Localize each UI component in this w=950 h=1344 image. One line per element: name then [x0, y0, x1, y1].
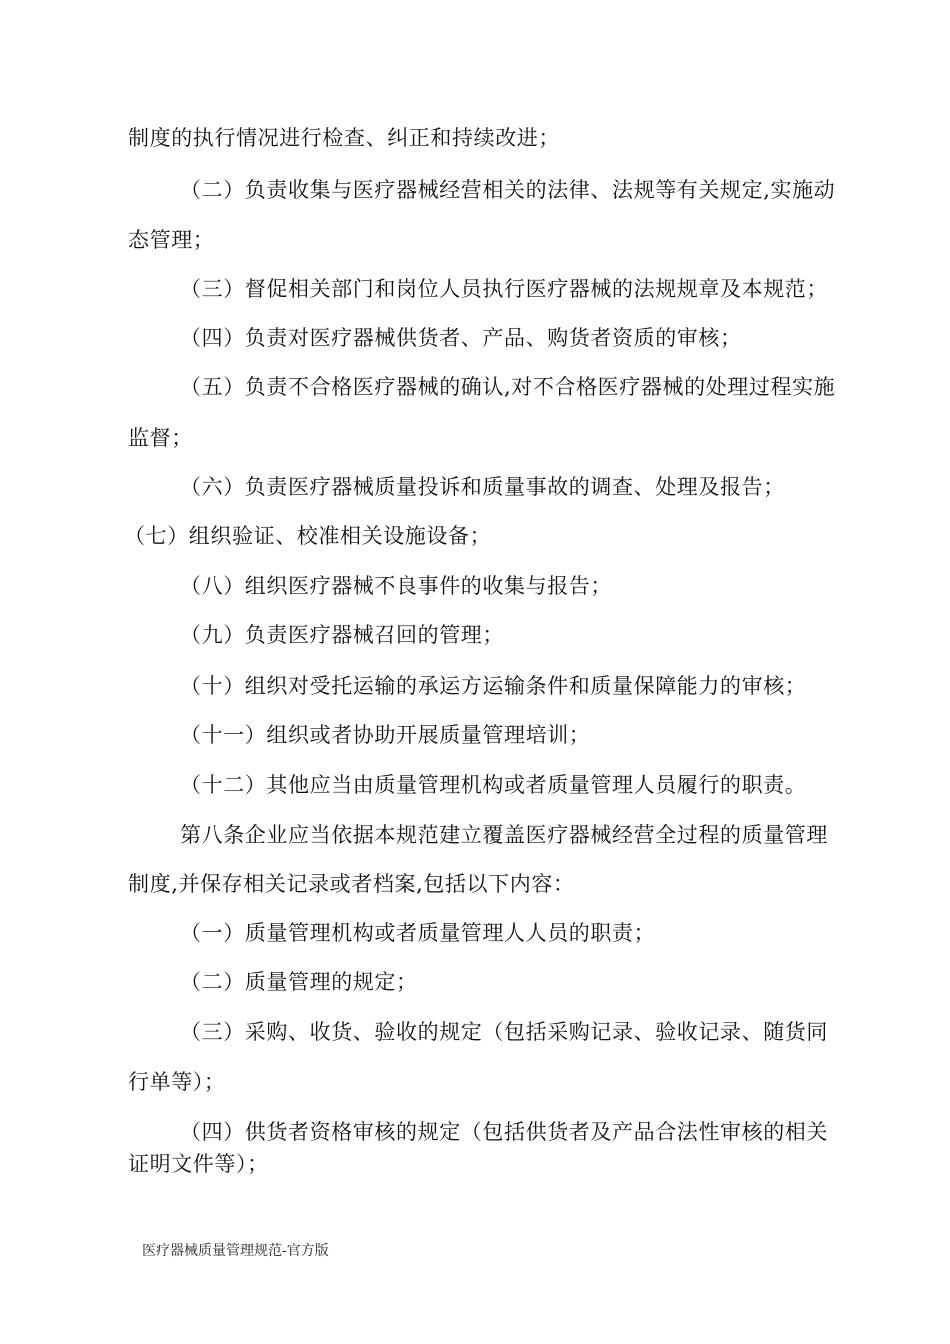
paragraph-line: （九）负责医疗器械召回的管理； — [180, 623, 504, 647]
paragraph-line: 监督； — [128, 426, 193, 450]
page-footer: 医疗器械质量管理规范-官方版 — [142, 1243, 329, 1259]
paragraph-line: 态管理； — [128, 228, 215, 252]
paragraph-line: （三）督促相关部门和岗位人员执行医疗器械的法规规章及本规范； — [180, 277, 828, 301]
paragraph-line: （二）质量管理的规定； — [180, 970, 418, 994]
paragraph-line: （八）组织医疗器械不良事件的收集与报告； — [180, 574, 612, 598]
paragraph-line: （十）组织对受托运输的承运方运输条件和质量保障能力的审核； — [180, 674, 807, 698]
paragraph-line: （四）供货者资格审核的规定（包括供货者及产品合法性审核的相关 — [180, 1120, 828, 1144]
paragraph-line: 证明文件等）； — [128, 1152, 269, 1176]
paragraph-line: （十一）组织或者协助开展质量管理培训； — [180, 723, 591, 747]
paragraph-line: 制度的执行情况进行检查、纠正和持续改进； — [128, 126, 560, 150]
paragraph-line: （七）组织验证、校准相关设施设备； — [124, 524, 492, 548]
paragraph-line: （四）负责对医疗器械供货者、产品、购货者资质的审核； — [180, 326, 742, 350]
paragraph-line: 行单等）； — [128, 1070, 226, 1094]
article-eight-line: 第八条企业应当依据本规范建立覆盖医疗器械经营全过程的质量管理 — [180, 823, 828, 847]
paragraph-line: （一）质量管理机构或者质量管理人人员的职责； — [180, 921, 656, 945]
paragraph-line: （三）采购、收货、验收的规定（包括采购记录、验收记录、随货同 — [180, 1020, 828, 1044]
paragraph-line: （六）负责医疗器械质量投诉和质量事故的调查、处理及报告； — [180, 475, 785, 499]
paragraph-line: （十二）其他应当由质量管理机构或者质量管理人员履行的职责。 — [180, 773, 807, 797]
paragraph-line: 制度,并保存相关记录或者档案,包括以下内容： — [128, 872, 575, 896]
paragraph-line: （五）负责不合格医疗器械的确认,对不合格医疗器械的处理过程实施 — [180, 375, 836, 399]
paragraph-line: （二）负责收集与医疗器械经营相关的法律、法规等有关规定,实施动 — [180, 178, 836, 202]
